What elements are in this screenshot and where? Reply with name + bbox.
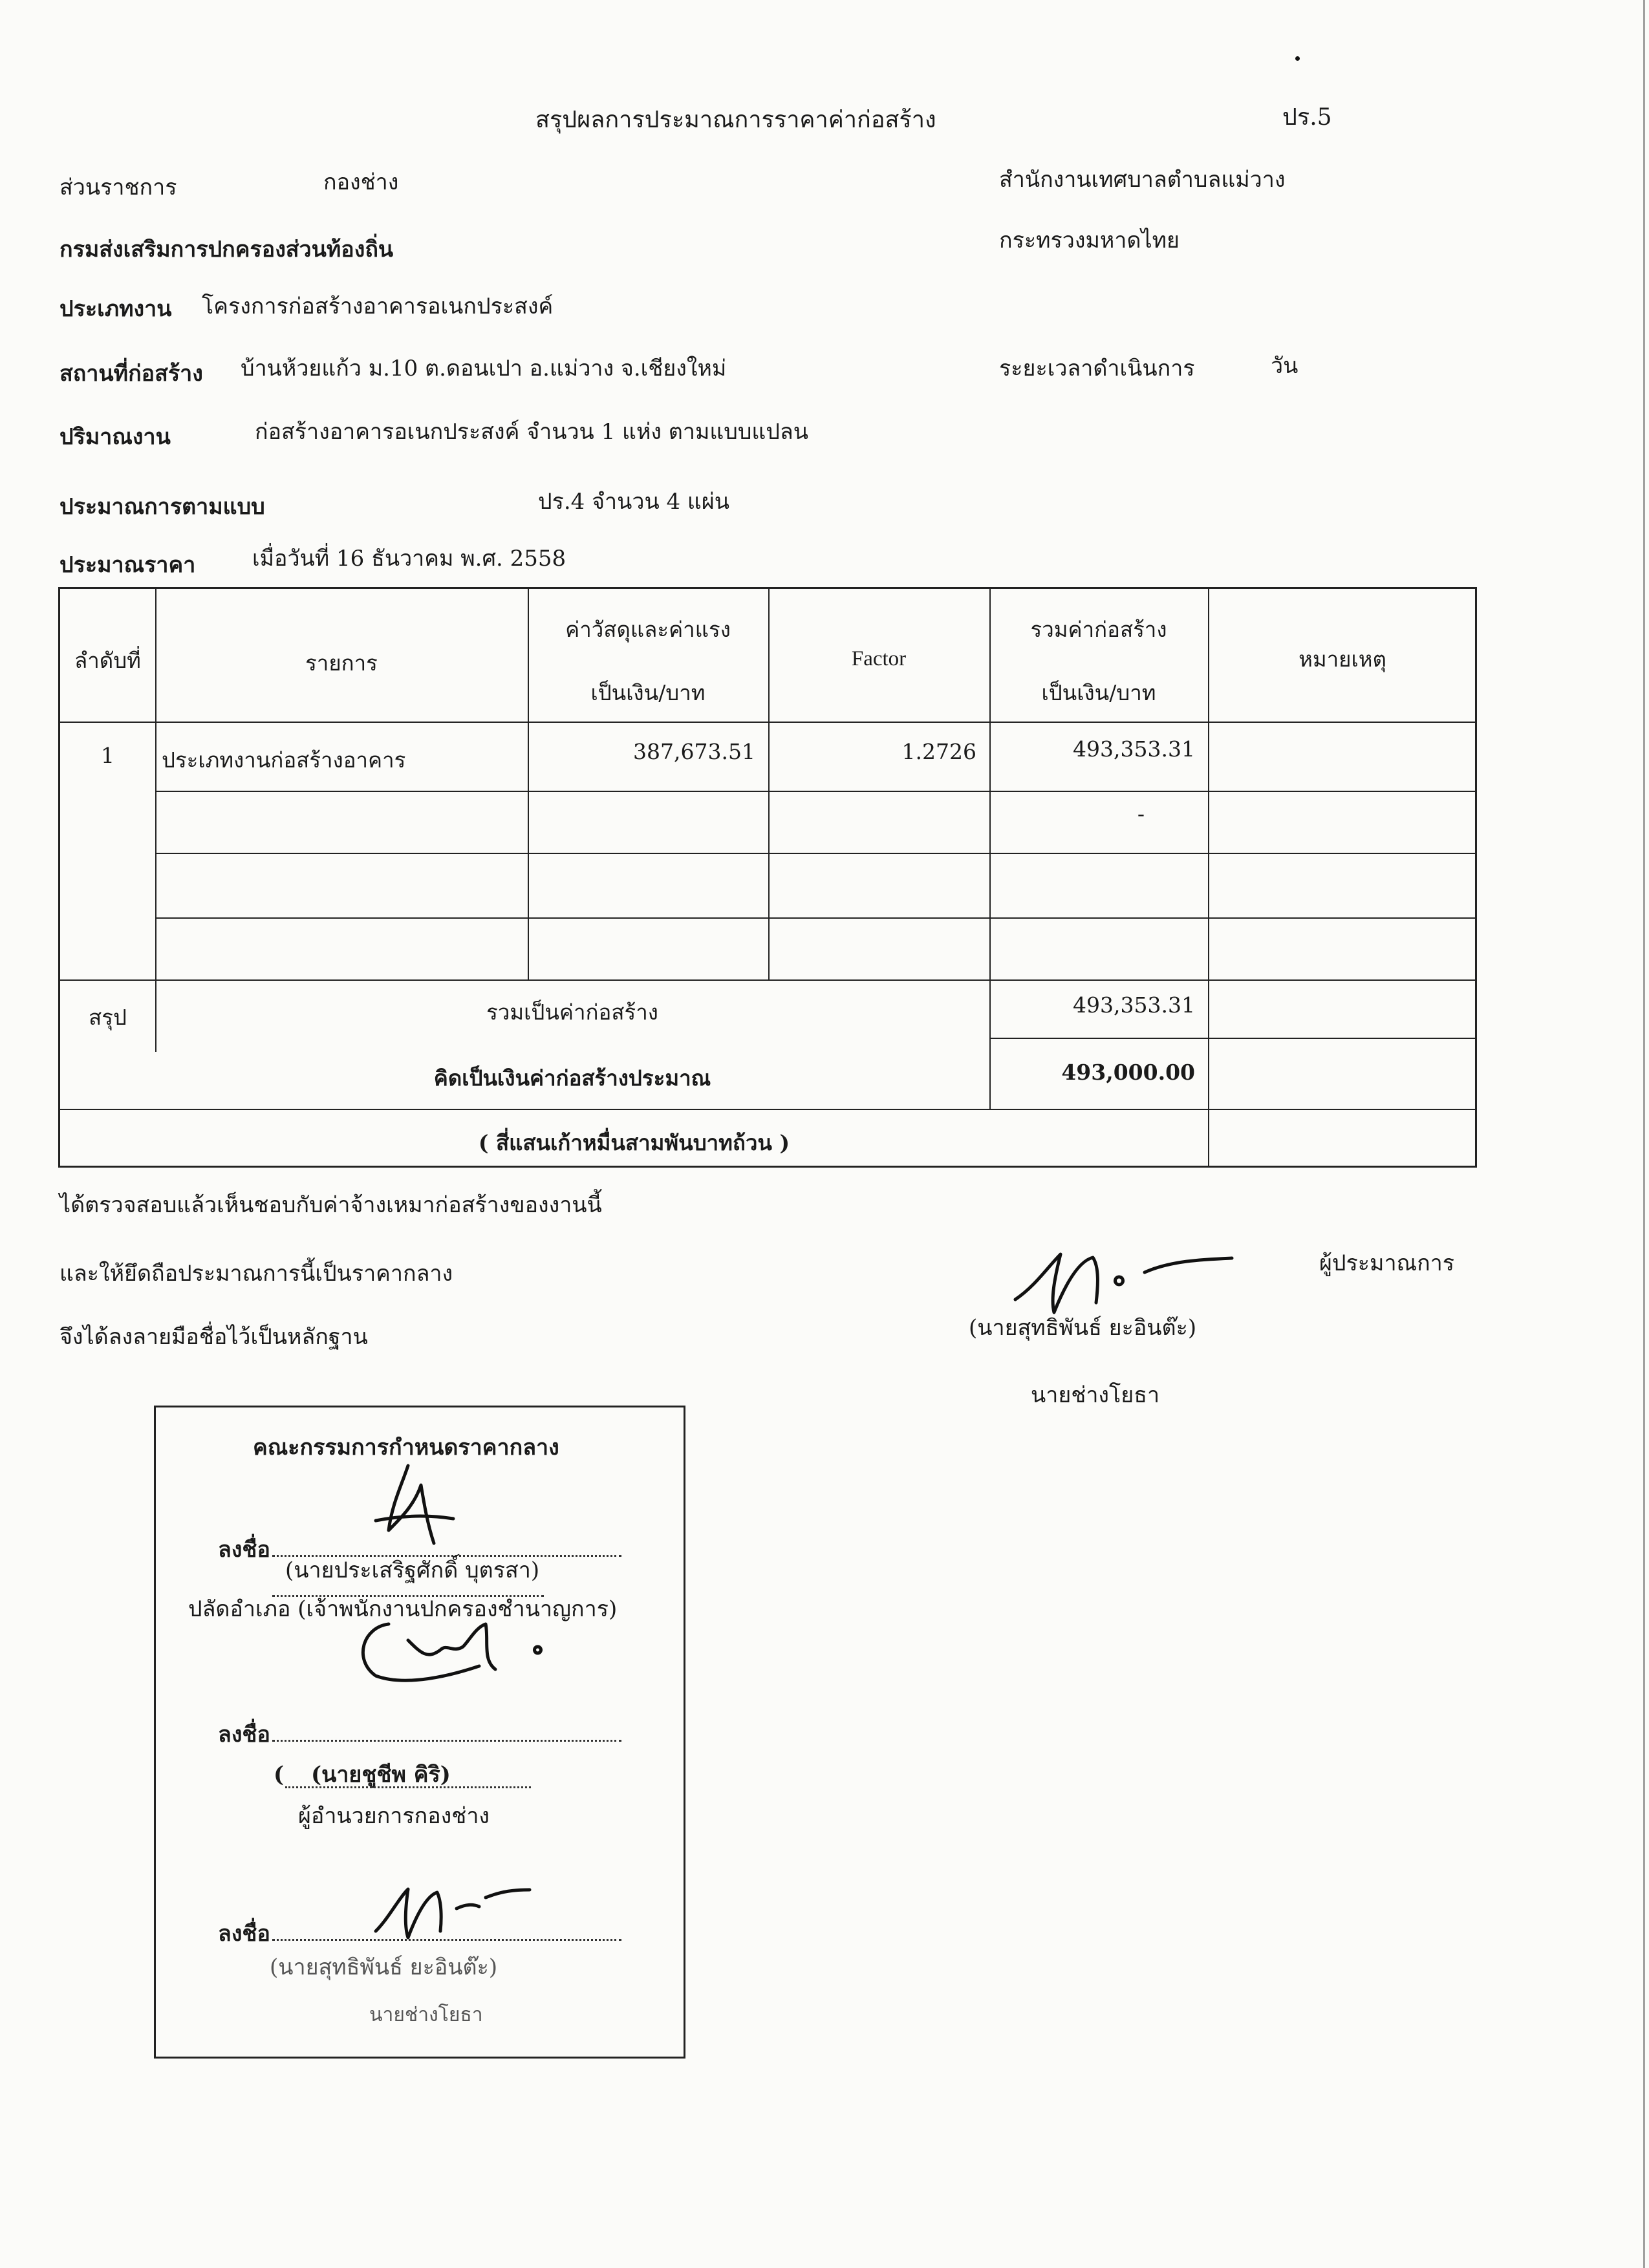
office-name: สำนักงานเทศบาลตำบลแม่วาง (999, 167, 1286, 193)
table-row-1-no: 1 (101, 743, 114, 768)
header-total-line1: รวมค่าก่อสร้าง (1030, 617, 1167, 642)
design-estimate-label: ประมาณการตามแบบ (59, 494, 265, 520)
amount-in-words: ( สี่แสนเก้าหมื่นสามพันบาทถ้วน ) (478, 1130, 790, 1155)
sum-value: 493,353.31 (1073, 992, 1195, 1018)
page-title: สรุปผลการประมาณการราคาค่าก่อสร้าง (535, 107, 936, 133)
agency-label: ส่วนราชการ (59, 175, 177, 200)
header-cost-line1: ค่าวัสดุและค่าแรง (565, 617, 731, 642)
estimator-name: (นายสุทธิพันธ์ ยะอินต๊ะ) (969, 1315, 1197, 1341)
header-no: ลำดับที่ (74, 648, 141, 673)
work-type-label: ประเภทงาน (59, 296, 172, 322)
duration-unit: วัน (1271, 353, 1299, 379)
member2-sign-label: ลงชื่อ (218, 1722, 270, 1748)
member1-name: (นายประเสริฐศักดิ์ บุตรสา) (285, 1557, 540, 1583)
design-estimate-value: ปร.4 จำนวน 4 แผ่น (538, 489, 730, 515)
committee-box (154, 1406, 685, 2059)
work-type-value: โครงการก่อสร้างอาคารอเนกประสงค์ (202, 294, 554, 319)
quantity-value: ก่อสร้างอาคารอเนกประสงค์ จำนวน 1 แห่ง ตามแบบแปลน (255, 419, 809, 445)
member3-name: (นายสุทธิพันธ์ ยะอินต๊ะ) (270, 1954, 498, 1980)
member3-position: นายช่างโยธา (369, 2004, 483, 2026)
quantity-label: ปริมาณงาน (59, 424, 171, 450)
approval-line-2: และให้ยึดถือประมาณการนี้เป็นราคากลาง (59, 1261, 453, 1287)
table-row-1-cost: 387,673.51 (633, 739, 755, 764)
member1-signature (363, 1459, 466, 1556)
duration-label: ระยะเวลาดำเนินการ (999, 356, 1195, 381)
ministry-name: กระทรวงมหาดไทย (999, 228, 1180, 253)
member1-position: ปลัดอำเภอ (เจ้าพนักงานปกครองชำนาญการ) (188, 1596, 618, 1622)
header-total-line2: เป็นเงิน/บาท (1041, 680, 1156, 705)
approval-line-1: ได้ตรวจสอบแล้วเห็นชอบกับค่าจ้างเหมาก่อสร้างของงานนี้ (59, 1192, 602, 1218)
member2-name: (นายชูชีพ คิริ) (311, 1762, 451, 1788)
scan-edge-line (1643, 0, 1645, 2268)
table-row-1-item: ประเภทงานก่อสร้างอาคาร (162, 747, 406, 773)
estimate-date-label: ประมาณราคา (59, 552, 196, 578)
summary-label: สรุป (89, 1005, 127, 1030)
sum-label: รวมเป็นค่าก่อสร้าง (486, 1000, 658, 1025)
agency-value: กองช่าง (323, 169, 399, 195)
approval-line-3: จึงได้ลงลายมือชื่อไว้เป็นหลักฐาน (59, 1324, 368, 1350)
estimate-date-value: เมื่อวันที่ 16 ธันวาคม พ.ศ. 2558 (252, 546, 566, 572)
location-label: สถานที่ก่อสร้าง (59, 361, 203, 387)
member3-signature (369, 1873, 537, 1944)
form-code: ปร.5 (1282, 104, 1332, 131)
estimate-label: คิดเป็นเงินค่าก่อสร้างประมาณ (433, 1065, 711, 1091)
header-remark: หมายเหตุ (1299, 647, 1386, 672)
estimator-signature (1009, 1241, 1242, 1319)
member1-sign-label: ลงชื่อ (218, 1537, 270, 1563)
estimator-position: นายช่างโยธา (1031, 1382, 1160, 1408)
member3-sign-label: ลงชื่อ (218, 1921, 270, 1947)
header-factor: Factor (851, 647, 907, 670)
estimate-value: 493,000.00 (1061, 1060, 1195, 1085)
table-row-1-factor: 1.2726 (901, 739, 976, 764)
member2-name-open: ( (274, 1762, 285, 1788)
member2-position: ผู้อำนวยการกองช่าง (298, 1803, 490, 1829)
estimator-role: ผู้ประมาณการ (1319, 1250, 1455, 1276)
committee-title: คณะกรรมการกำหนดราคากลาง (253, 1435, 559, 1460)
department-name: กรมส่งเสริมการปกครองส่วนท้องถิ่น (59, 237, 394, 262)
table-row-2-total: - (1137, 801, 1145, 826)
header-cost-line2: เป็นเงิน/บาท (590, 680, 706, 705)
location-value: บ้านห้วยแก้ว ม.10 ต.ดอนเปา อ.แม่วาง จ.เชียงใหม่ (241, 356, 727, 381)
scan-dot (1295, 56, 1300, 61)
table-row-1-total: 493,353.31 (1073, 736, 1195, 762)
cost-summary-table (58, 587, 1477, 1168)
member2-signature (350, 1614, 557, 1698)
header-item: รายการ (305, 650, 378, 676)
